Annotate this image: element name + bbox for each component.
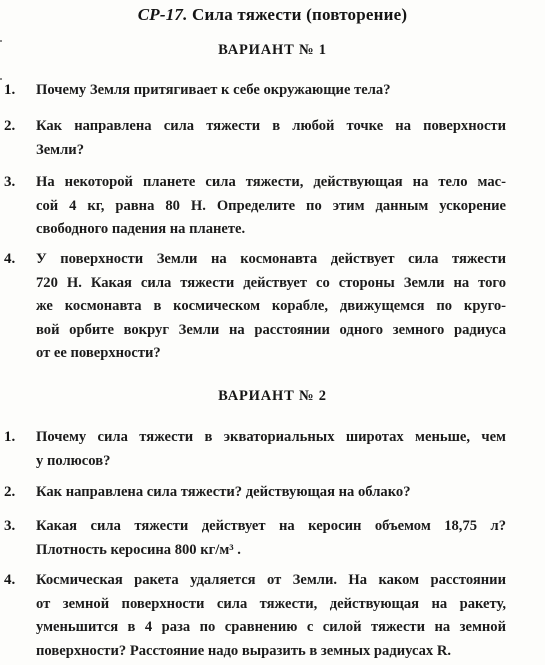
variant-1-heading: ВАРИАНТ № 1 [218, 42, 327, 58]
question-line: Космическая ракета удаляется от Земли. На каком расстоянии [36, 572, 506, 588]
question-line: от земной поверхности сила тяжести, действующая на ракету, [36, 595, 506, 612]
question-line: Плотность керосина 800 кг/м³ . [36, 541, 241, 558]
worksheet-title-text: Сила тяжести (повторение) [192, 5, 408, 24]
question-line: Почему сила тяжести в экваториальных широтах меньше, чем [36, 429, 506, 445]
question-text [36, 248, 506, 366]
question-line: Земли? [36, 141, 85, 158]
question-text [36, 515, 506, 562]
question-number: 3. [4, 174, 16, 190]
question-line: свободного падения на планете. [36, 221, 246, 237]
scan-edge-mark [0, 78, 2, 80]
question-number: 1. [4, 82, 16, 98]
question-number: 2. [4, 118, 16, 134]
question-number: 1. [4, 429, 16, 445]
question-line: У поверхности Земли на космонавта действует сила тяжести [36, 251, 506, 267]
question-line: поверхности? Расстояние надо выразить в земных радиусах R. [36, 642, 452, 659]
question-line: у полюсов? [36, 452, 111, 469]
worksheet-code: СР-17. [137, 5, 188, 24]
question-line: от ее поверхности? [36, 345, 161, 361]
question-text [36, 569, 506, 663]
question-text [36, 79, 506, 103]
question-number: 2. [4, 484, 16, 500]
variant-2-heading: ВАРИАНТ № 2 [218, 388, 327, 404]
question-line: вой орбите вокруг Земли на расстоянии одного земного радиуса [36, 321, 506, 338]
question-line: сой 4 кг, равна 80 Н. Определите по этим данным ускорение [36, 197, 506, 214]
question-number: 4. [4, 251, 16, 267]
question-line: 720 Н. Какая сила тяжести действует со стороны Земли на того [36, 274, 506, 291]
question-text [36, 426, 506, 473]
question-line: Почему Земля притягивает к себе окружающие тела? [36, 82, 391, 98]
question-number: 4. [4, 572, 16, 588]
question-line: Как направлена сила тяжести в любой точке на поверхности [36, 118, 506, 134]
question-line: уменьшится в 4 раза по сравнению с силой тяжести на земной [36, 619, 506, 635]
question-line: На некоторой планете сила тяжести, действующая на тело мас- [36, 174, 506, 190]
question-line: же космонавта в космическом корабле, движущемся по круго- [36, 298, 506, 314]
question-line: Какая сила тяжести действует на керосин объемом 18,75 л? [36, 518, 506, 534]
question-line: Как направлена сила тяжести? действующая на облако? [36, 484, 411, 500]
question-number: 3. [4, 518, 16, 534]
question-text [36, 481, 506, 505]
question-text [36, 171, 506, 242]
question-text [36, 115, 506, 162]
worksheet-title [0, 5, 545, 25]
